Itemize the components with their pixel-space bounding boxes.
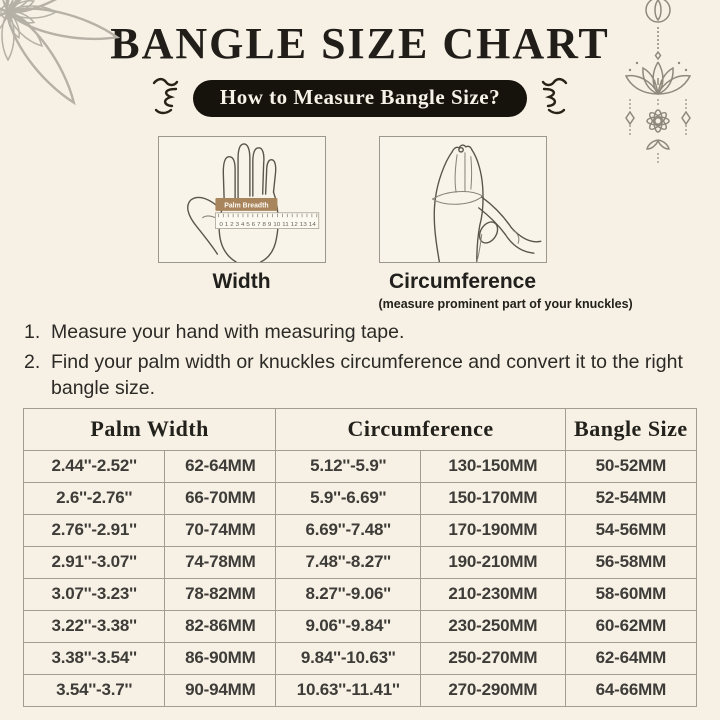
header-bangle-size: Bangle Size — [565, 409, 696, 451]
bangle-size-table — [23, 408, 697, 707]
circumference-illustration-box — [379, 136, 547, 263]
ruler-numbers: 0 1 2 3 4 5 6 7 8 9 10 11 12 13 14 — [218, 222, 316, 229]
instructions — [24, 320, 700, 401]
ruler-ticks — [218, 214, 316, 217]
instruction-number: 2. — [24, 351, 41, 374]
bangle-size-mm: 50-52MM — [565, 451, 696, 483]
circumference-mm: 190-210MM — [421, 547, 566, 579]
banner-row — [0, 77, 720, 120]
table-row — [24, 451, 697, 483]
circumference-in: 6.69''-7.48'' — [276, 515, 421, 547]
header-palm-width: Palm Width — [24, 409, 276, 451]
palm-width-in: 2.76''-2.91'' — [24, 515, 165, 547]
palm-width-in: 3.07''-3.23'' — [24, 579, 165, 611]
circumference-in: 7.48''-8.27'' — [276, 547, 421, 579]
circumference-in: 10.63''-11.41'' — [276, 675, 421, 707]
palm-width-mm: 90-94MM — [165, 675, 276, 707]
table-row — [24, 675, 697, 707]
circumference-in: 5.12''-5.9'' — [276, 451, 421, 483]
circumference-label: Circumference — [388, 270, 537, 294]
bangle-size-mm: 60-62MM — [565, 611, 696, 643]
instruction-number: 1. — [24, 321, 41, 344]
bangle-size-mm: 52-54MM — [565, 483, 696, 515]
palm-width-mm: 86-90MM — [165, 643, 276, 675]
instruction-item — [24, 350, 700, 401]
circumference-mm: 250-270MM — [421, 643, 566, 675]
table-row — [24, 643, 697, 675]
table-row — [24, 483, 697, 515]
circumference-in: 5.9''-6.69'' — [276, 483, 421, 515]
circumference-in: 9.84''-10.63'' — [276, 643, 421, 675]
circumference-mm: 150-170MM — [421, 483, 566, 515]
knuckle-measure-hand-icon — [380, 137, 546, 262]
palm-width-mm: 70-74MM — [165, 515, 276, 547]
circumference-mm: 230-250MM — [421, 611, 566, 643]
table-row — [24, 547, 697, 579]
palm-width-mm: 82-86MM — [165, 611, 276, 643]
bangle-size-mm: 58-60MM — [565, 579, 696, 611]
palm-width-in: 2.44''-2.52'' — [24, 451, 165, 483]
tape-label: Palm Breadth — [223, 202, 269, 210]
bangle-size-mm: 54-56MM — [565, 515, 696, 547]
header-circumference: Circumference — [276, 409, 565, 451]
width-illustration-box — [158, 136, 326, 263]
bangle-size-mm: 56-58MM — [565, 547, 696, 579]
bangle-size-mm: 62-64MM — [565, 643, 696, 675]
circumference-in: 9.06''-9.84'' — [276, 611, 421, 643]
circumference-mm: 130-150MM — [421, 451, 566, 483]
circumference-note: (measure prominent part of your knuckles) — [378, 296, 633, 311]
bangle-size-mm: 64-66MM — [565, 675, 696, 707]
palm-width-in: 2.91''-3.07'' — [24, 547, 165, 579]
instruction-item — [24, 320, 700, 345]
palm-width-hand-icon — [159, 137, 325, 262]
palm-width-in: 2.6''-2.76'' — [24, 483, 165, 515]
circumference-label-col — [378, 269, 633, 311]
palm-width-mm: 74-78MM — [165, 547, 276, 579]
palm-width-mm: 66-70MM — [165, 483, 276, 515]
instruction-text: Measure your hand with measuring tape. — [51, 321, 405, 344]
illustration-labels-row — [0, 269, 712, 311]
curly-ornament-right-icon — [540, 77, 570, 120]
illustration-row — [0, 136, 712, 263]
palm-width-mm: 62-64MM — [165, 451, 276, 483]
table-row — [24, 611, 697, 643]
palm-width-in: 3.54''-3.7'' — [24, 675, 165, 707]
circumference-mm: 210-230MM — [421, 579, 566, 611]
banner-pill: How to Measure Bangle Size? — [193, 80, 527, 117]
palm-width-in: 3.38''-3.54'' — [24, 643, 165, 675]
curly-ornament-left-icon — [150, 77, 180, 120]
table-row — [24, 515, 697, 547]
table-header-row — [24, 409, 697, 451]
palm-width-mm: 78-82MM — [165, 579, 276, 611]
instruction-text: Find your palm width or knuckles circumference and convert it to the right bangle size. — [51, 351, 683, 399]
palm-width-in: 3.22''-3.38'' — [24, 611, 165, 643]
circumference-mm: 170-190MM — [421, 515, 566, 547]
page-title: BANGLE SIZE CHART — [110, 19, 610, 68]
width-label-col — [158, 269, 326, 311]
width-label: Width — [212, 270, 271, 294]
table-row — [24, 579, 697, 611]
circumference-in: 8.27''-9.06'' — [276, 579, 421, 611]
circumference-mm: 270-290MM — [421, 675, 566, 707]
